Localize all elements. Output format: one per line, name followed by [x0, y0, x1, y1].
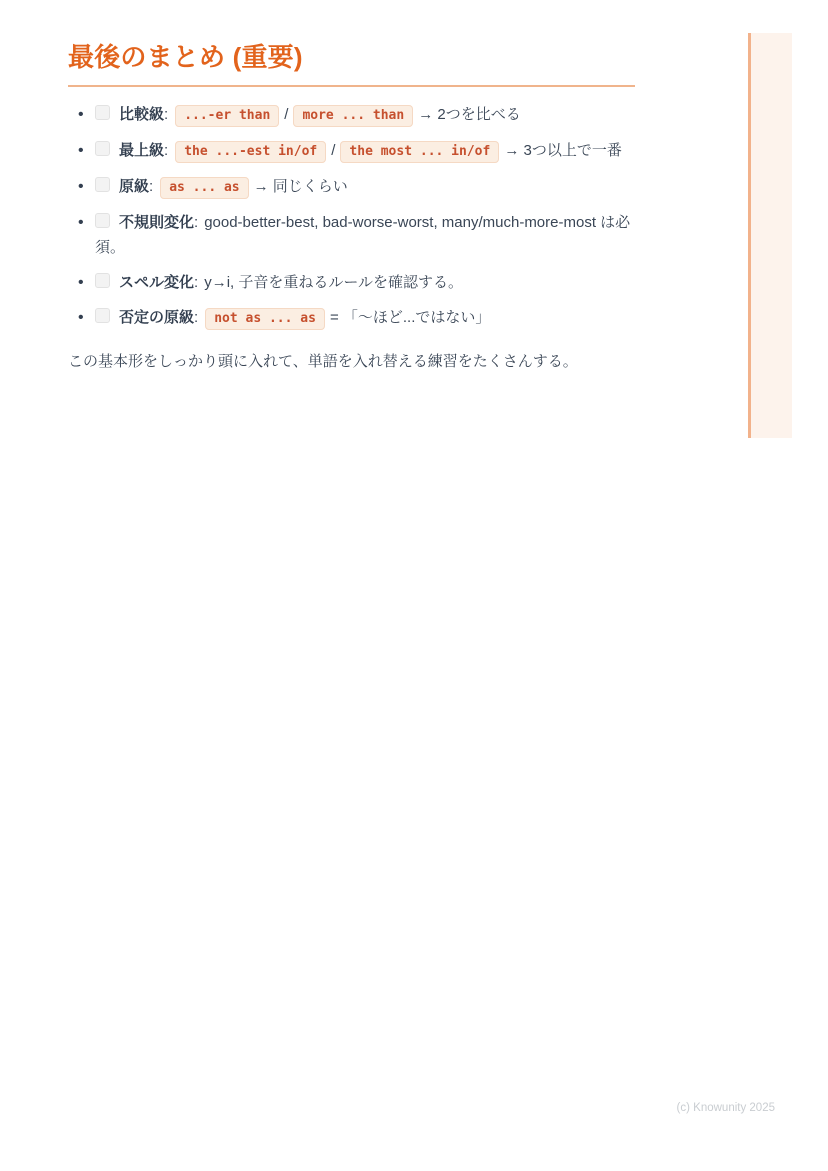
checklist-item-superlative [95, 138, 635, 164]
item-label: 不規則変化 [119, 214, 195, 231]
item-label: 原級 [119, 178, 150, 195]
label-colon: : [194, 214, 199, 231]
checklist-item-negative-positive [95, 305, 635, 331]
page-title: 最後のまとめ (重要) [68, 42, 303, 72]
summary-checklist [68, 102, 635, 331]
item-label: 最上級 [119, 142, 165, 159]
item-label: 比較級 [119, 106, 165, 123]
checklist-item-spelling [95, 270, 635, 295]
document-content [68, 0, 635, 374]
label-colon: : [194, 274, 199, 291]
checklist-item-positive [95, 174, 635, 200]
label-colon: : [149, 178, 154, 195]
item-description: → 同じくらい [253, 178, 348, 195]
code-pattern: the most ... in/of [340, 141, 499, 163]
item-description: → 2つを比べる [418, 106, 521, 123]
copyright-footer: (c) Knowunity 2025 [676, 1102, 775, 1114]
task-checkbox[interactable] [95, 105, 110, 120]
checklist-item-comparative [95, 102, 635, 128]
code-pattern: ...-er than [175, 105, 279, 127]
item-description: = 「〜ほど...ではない」 [329, 309, 491, 326]
code-pattern: the ...-est in/of [175, 141, 326, 163]
task-checkbox[interactable] [95, 141, 110, 156]
task-checkbox[interactable] [95, 273, 110, 288]
label-colon: : [164, 106, 169, 123]
closing-note: この基本形をしっかり頭に入れて、単語を入れ替える練習をたくさんする。 [68, 353, 578, 370]
pattern-separator: / [331, 142, 336, 159]
side-decoration-panel [748, 33, 792, 438]
task-checkbox[interactable] [95, 213, 110, 228]
task-checkbox[interactable] [95, 308, 110, 323]
checklist-item-irregular [95, 210, 635, 260]
code-pattern: as ... as [160, 177, 248, 199]
item-description: y→i, 子音を重ねるルールを確認する。 [204, 274, 464, 291]
label-colon: : [164, 142, 169, 159]
pattern-separator: / [284, 106, 289, 123]
title-underline [68, 85, 635, 87]
item-label: スペル変化 [119, 274, 195, 291]
item-label: 否定の原級 [119, 309, 195, 326]
item-description: → 3つ以上で一番 [504, 142, 622, 159]
code-pattern: more ... than [293, 105, 413, 127]
code-pattern: not as ... as [205, 308, 325, 330]
task-checkbox[interactable] [95, 177, 110, 192]
label-colon: : [194, 309, 199, 326]
item-description: good-better-best, bad-worse-worst, many/much-more-most は必須。 [95, 214, 631, 256]
